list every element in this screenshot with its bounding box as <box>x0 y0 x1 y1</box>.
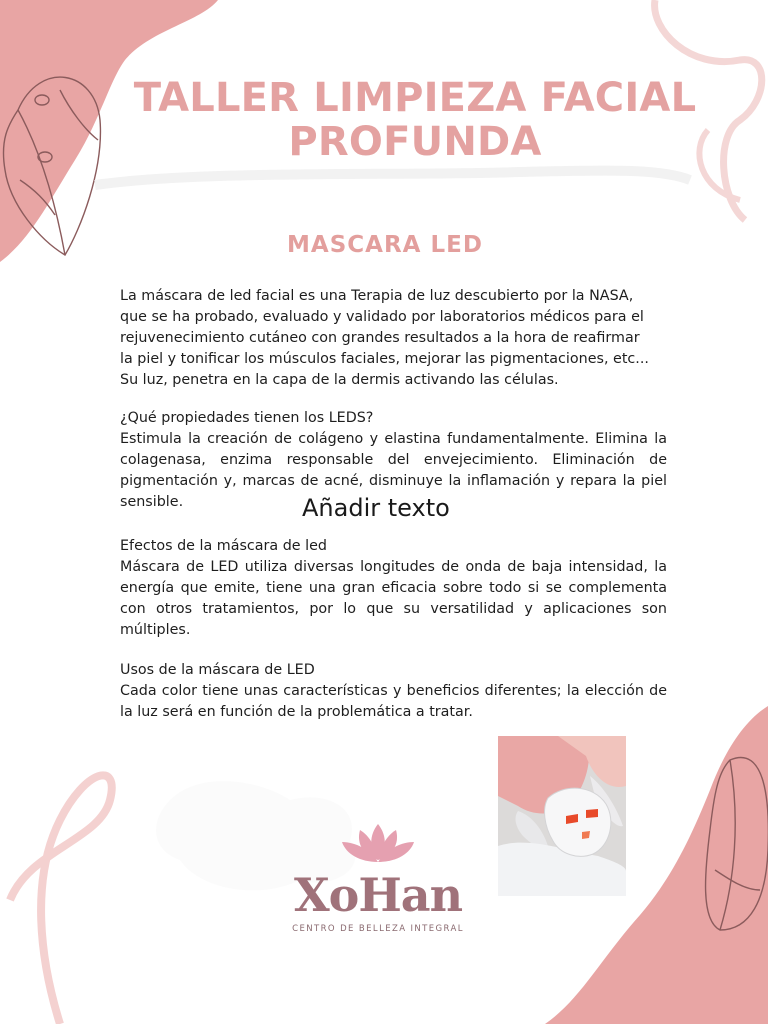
usos-heading: Usos de la máscara de LED <box>120 662 315 678</box>
brush-stroke <box>95 170 690 185</box>
lotus-flower-icon <box>268 820 488 870</box>
page-title <box>100 76 730 164</box>
usos-text: Cada color tiene unas características y beneficios diferentes; la elección de la luz será en función de la problemática a tratar. <box>120 683 667 720</box>
intro-line: rejuvenecimiento cutáneo con grandes resultados a la hora de reafirmar <box>120 330 640 346</box>
section-subtitle: MASCARA LED <box>287 232 483 258</box>
intro-line: La máscara de led facial es una Terapia de luz descubierto por la NASA, <box>120 288 634 304</box>
led-mask-photo <box>498 736 626 896</box>
brand-tagline: CENTRO DE BELLEZA INTEGRAL <box>292 924 464 934</box>
efectos-text: Máscara de LED utiliza diversas longitudes de onda de baja intensidad, la energía que emite, tiene una gran eficacia sobre todo si se complementa con otros tratamientos, por lo que su versatilidad y aplicaciones son múltiples. <box>120 559 667 638</box>
intro-line: la piel y tonificar los músculos faciales, mejorar las pigmentaciones, etc... <box>120 351 649 367</box>
bottom-left-loop <box>10 775 112 1024</box>
intro-line: que se ha probado, evaluado y validado por laboratorios médicos para el <box>120 309 644 325</box>
add-text-placeholder[interactable]: Añadir texto <box>302 494 450 522</box>
efectos-section <box>120 536 667 641</box>
intro-line: Su luz, penetra en la capa de la dermis activando las células. <box>120 372 559 388</box>
title-line-2: PROFUNDA <box>288 119 542 165</box>
intro-paragraph <box>120 286 667 391</box>
propiedades-heading: ¿Qué propiedades tienen los LEDS? <box>120 410 374 426</box>
propiedades-text: Estimula la creación de colágeno y elastina fundamentalmente. Elimina la colagenasa, enzima responsable del envejecimiento. Eliminación de pigmentación y, marcas de acné, disminuye la inflamación y repara la piel sensible. <box>120 431 667 510</box>
title-line-1: TALLER LIMPIEZA FACIAL <box>133 75 697 121</box>
led-mask-illustration <box>498 736 626 896</box>
usos-section <box>120 660 667 723</box>
efectos-heading: Efectos de la máscara de led <box>120 538 327 554</box>
brand-logo <box>268 820 488 940</box>
brand-name: XoHan <box>293 868 463 922</box>
